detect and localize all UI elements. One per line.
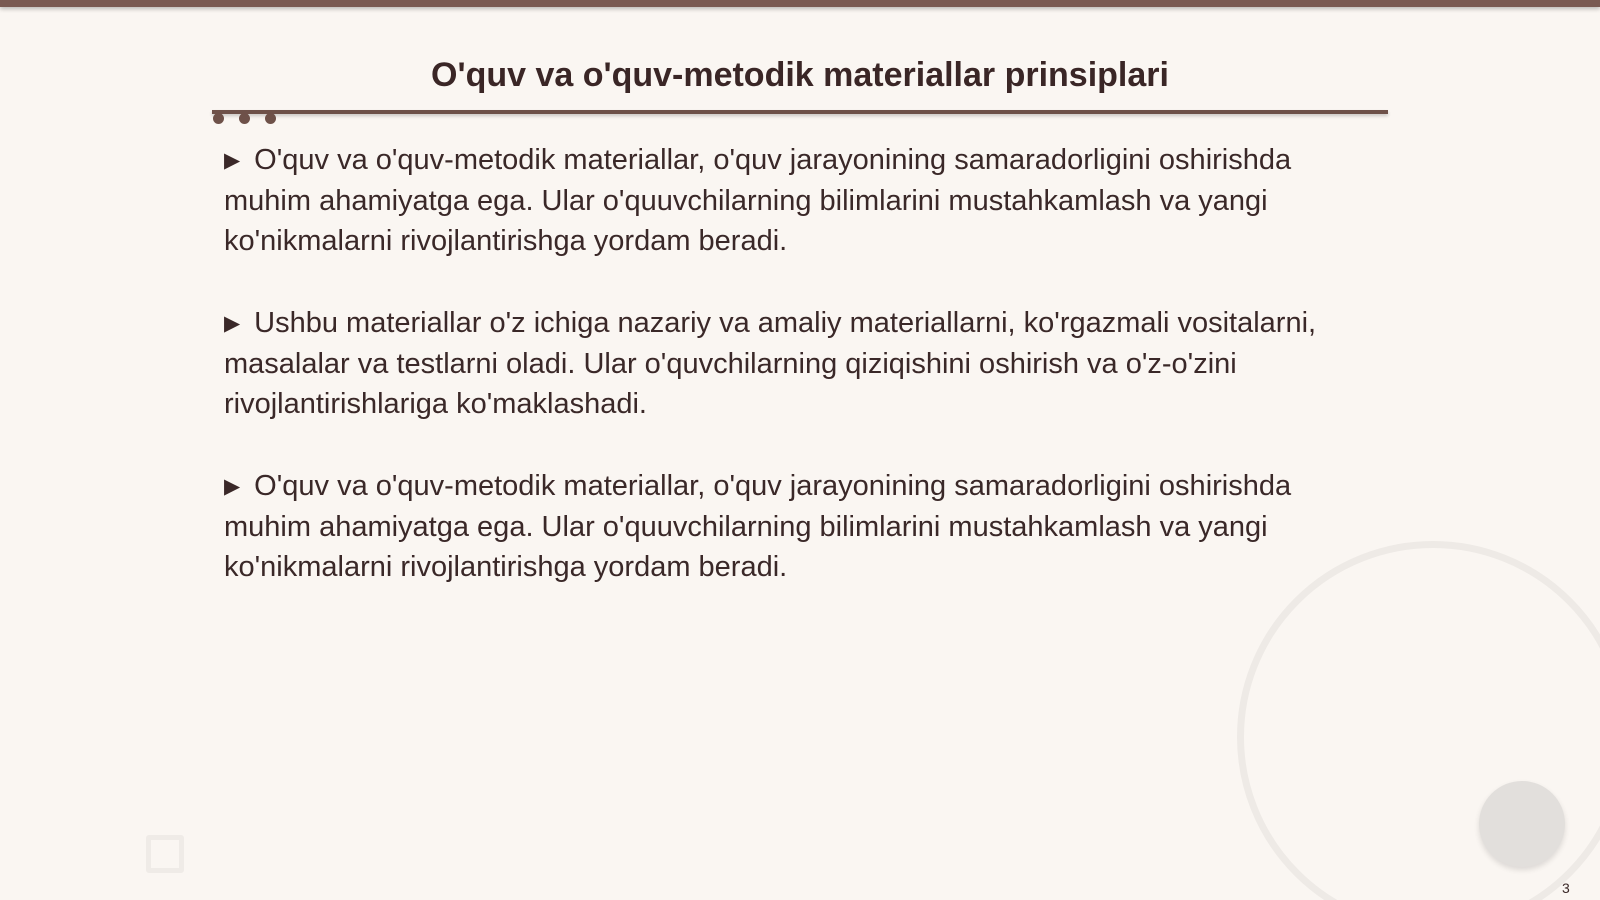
decorative-dot <box>239 113 250 124</box>
bullet-arrow-icon: ▶ <box>224 312 241 335</box>
decorative-dot <box>213 113 224 124</box>
bullet-arrow-icon: ▶ <box>224 475 241 498</box>
bullet-paragraph <box>224 140 1384 261</box>
bullet-paragraph <box>224 466 1384 587</box>
decorative-circle <box>1479 781 1565 867</box>
bullet-paragraph <box>224 303 1384 424</box>
bullet-arrow-icon: ▶ <box>224 149 241 172</box>
title-underline <box>212 110 1388 114</box>
bullet-text: Ushbu materiallar o'z ichiga nazariy va amaliy materiallarni, ko'rgazmali vositalarni, masalalar va testlarni oladi. Ular o'quvchilarning qiziqishini oshirish va o'z-o'zini rivojlantirishlariga ko'maklashadi. <box>224 307 1317 420</box>
decorative-dot <box>265 113 276 124</box>
decorative-square <box>146 835 184 873</box>
bullet-text: O'quv va o'quv-metodik materiallar, o'quv jarayonining samaradorligini oshirishda muhim ahamiyatga ega. Ular o'quuvchilarning bilimlarini mustahkamlash va yangi ko'nikmalarni rivojlantirishga yordam beradi. <box>224 144 1292 257</box>
slide-content <box>224 140 1384 629</box>
slide-title: O'quv va o'quv-metodik materiallar prinsiplari <box>431 56 1169 94</box>
page-number: 3 <box>1562 880 1570 896</box>
bullet-text: O'quv va o'quv-metodik materiallar, o'quv jarayonining samaradorligini oshirishda muhim ahamiyatga ega. Ular o'quuvchilarning bilimlarini mustahkamlash va yangi ko'nikmalarni rivojlantirishga yordam beradi. <box>224 470 1292 583</box>
top-accent-bar <box>0 0 1600 7</box>
